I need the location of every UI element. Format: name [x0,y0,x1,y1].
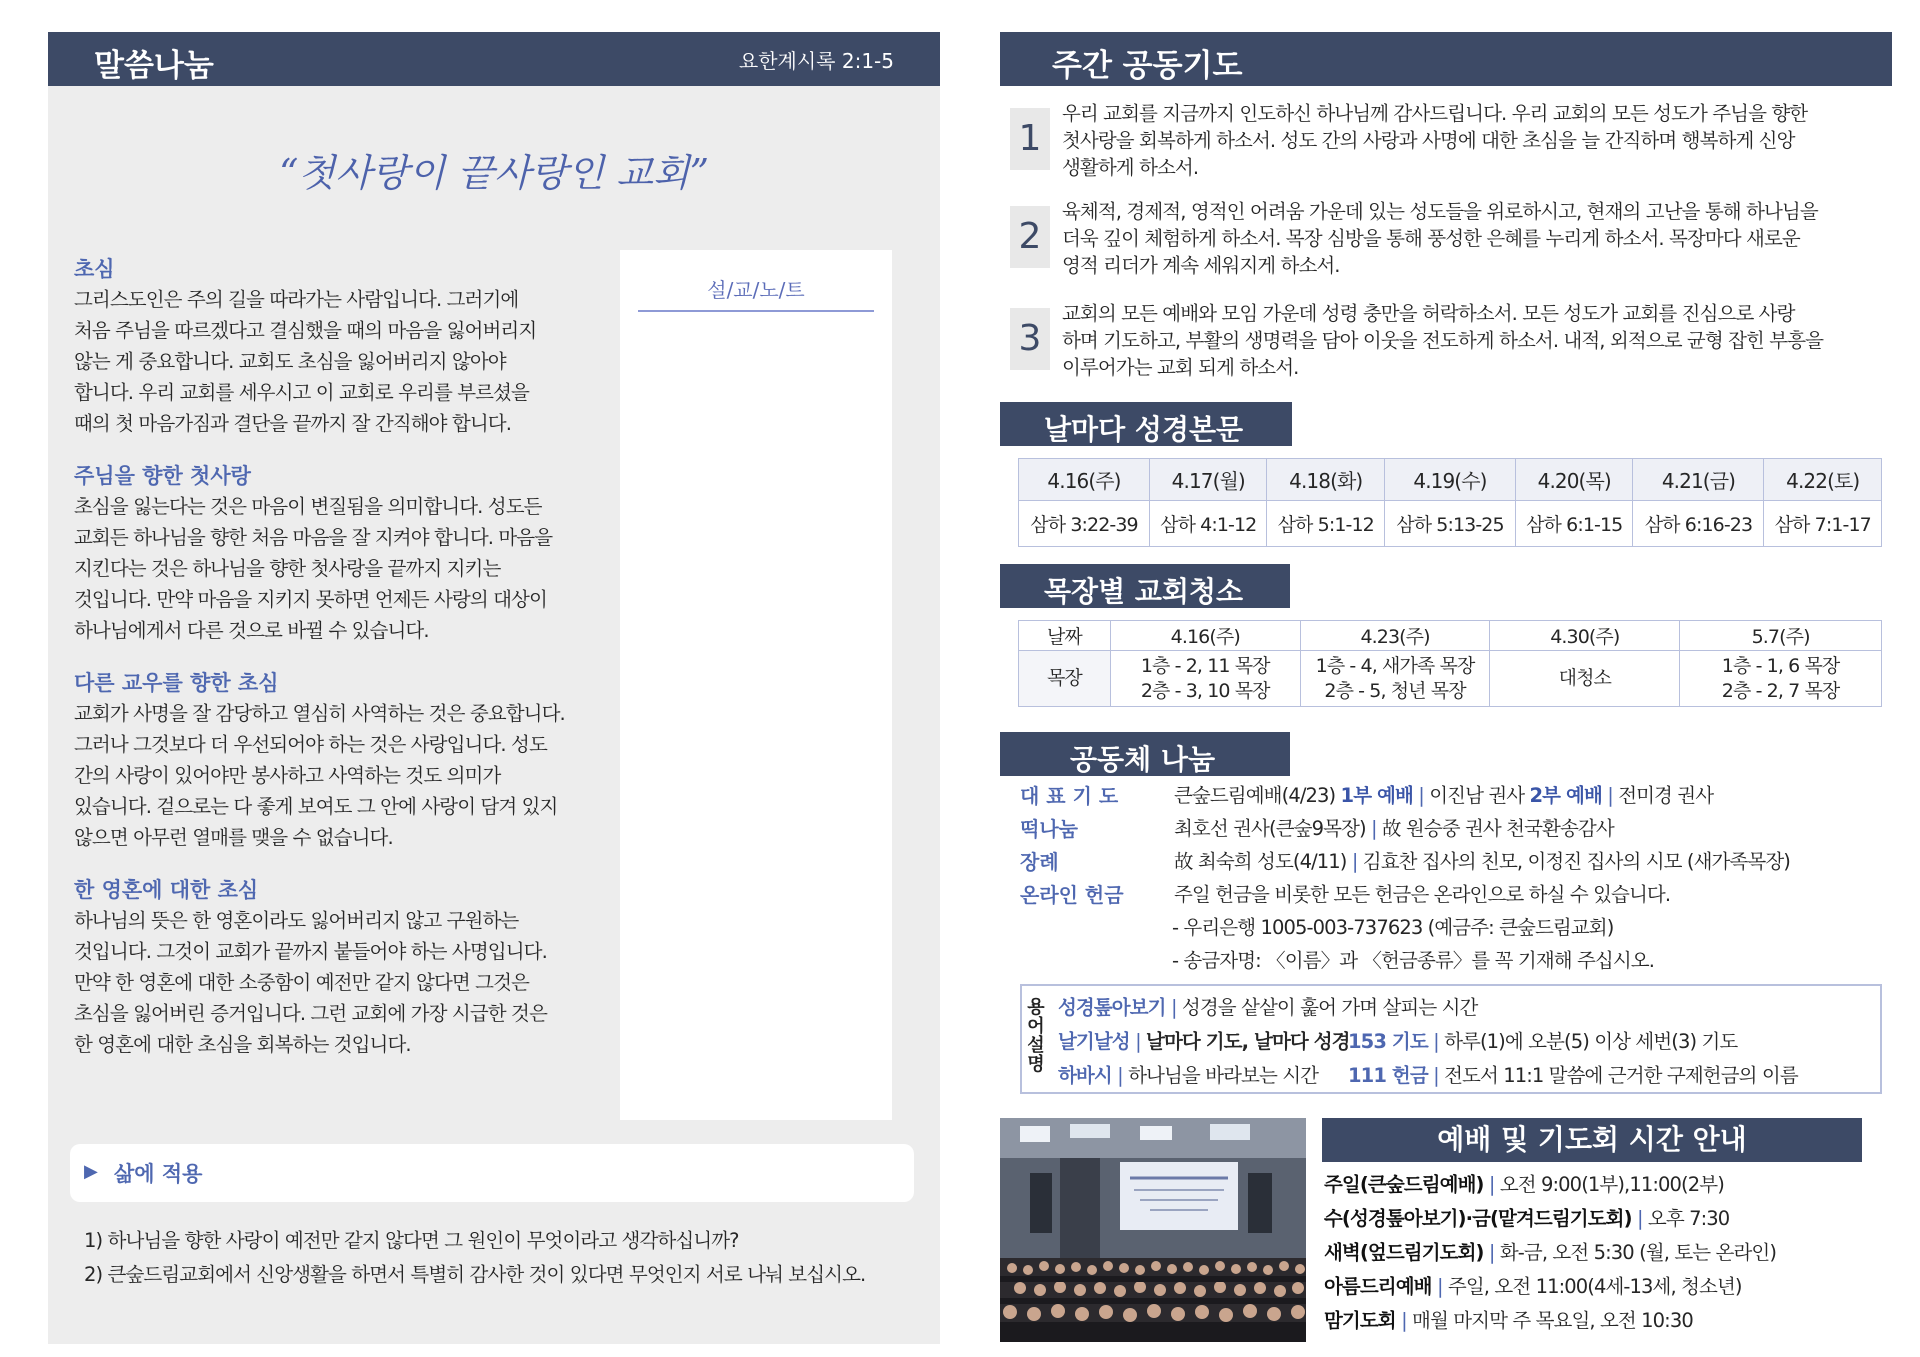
question-item: 1) 하나님을 향한 사랑이 예전만 같지 않다면 그 원인이 무엇이라고 생각하십니까? [84,1229,739,1252]
table-row [1019,621,1882,651]
cell-line: 2층 - 2, 7 목장 [1721,679,1840,702]
divider-bar: | [1135,1030,1141,1053]
section-line: 하나님의 뜻은 한 영혼이라도 잃어버리지 않고 구원하는 [74,909,519,932]
glossary-definition: 성경을 샅샅이 훑어 가며 살피는 시간 [1181,996,1478,1019]
row-text: 김효찬 집사의 친모, 이정진 집사의 시모 (새가족목장) [1362,850,1790,873]
prayer-number: 2 [1010,206,1050,268]
table-cell: 4.18(화) [1267,459,1384,501]
row-key: 온라인 헌금 [1020,883,1124,907]
table-cell: 4.30(주) [1490,621,1680,651]
second-service-label: 2부 예배 [1529,784,1602,807]
row-key: 장례 [1020,850,1059,874]
sermon-article [74,254,604,1082]
table-cell: 삼하 5:1-12 [1267,501,1384,547]
row-key: 떡나눔 [1020,817,1078,841]
table-cell: 4.23(주) [1300,621,1490,651]
service-times-title: 예배 및 기도회 시간 안내 [1322,1118,1862,1162]
divider-bar: | [1488,1173,1495,1196]
section-line: 것입니다. 그것이 교회가 끝까지 붙들어야 하는 사명입니다. [74,940,547,963]
service-time: 주일, 오전 11:00(4세-13세, 청소년) [1447,1275,1742,1298]
table-cell: 삼하 6:16-23 [1633,501,1764,547]
table-cell: 4.16(주) [1110,621,1300,651]
service-row [1324,1202,1892,1236]
table-row [1019,651,1882,707]
row-value: 주일 헌금을 비롯한 모든 헌금은 온라인으로 하실 수 있습니다. [1174,883,1671,906]
section-line: 때의 첫 마음가짐과 결단을 끝까지 잘 간직해야 합니다. [74,412,512,435]
glossary-term: 153 기도 [1348,1030,1428,1053]
glossary-term: 날기날성 [1058,1030,1130,1053]
prayer-line: 생활하게 하소서. [1062,156,1199,179]
section-line: 처음 주님을 따르겠다고 결심했을 때의 마음을 잃어버리지 [74,319,537,342]
row-text: 故 원승중 권사 천국환송감사 [1381,817,1614,840]
discussion-questions [84,1224,914,1292]
glossary-definition: 전도서 11:1 말씀에 근거한 구제헌금의 이름 [1444,1064,1798,1087]
service-name: 수(성경톺아보기)·금(맡겨드림기도회) [1324,1207,1632,1230]
online-offering-row [1020,879,1900,912]
section-first-love [74,461,604,646]
table-cell: 4.22(토) [1764,459,1882,501]
table-cell: 삼하 4:1-12 [1150,501,1267,547]
cleaning-header [1000,564,1290,608]
row-text: 최호선 권사(큰숲9목장) [1174,817,1366,840]
section-line: 교회든 하나님을 향한 처음 마음을 잘 지켜야 합니다. 마음을 [74,526,553,549]
section-line: 합니다. 우리 교회를 세우시고 이 교회로 우리를 부르셨을 [74,381,529,404]
divider-bar: | [1418,784,1424,807]
cleaning-table [1018,620,1882,707]
community-news [1020,780,1900,978]
section-first-mind [74,254,604,439]
glossary-term: 하바시 [1058,1064,1112,1087]
service-name: 맘기도회 [1324,1309,1396,1332]
note-divider [638,310,874,312]
prayer-line: 영적 리더가 계속 세워지게 하소서. [1062,254,1340,277]
divider-bar: | [1488,1241,1495,1264]
prayer-line: 첫사랑을 회복하게 하소서. 성도 간의 사랑과 사명에 대한 초심을 늘 간직하며 행복하게 신앙 [1062,129,1795,152]
table-cell: 4.19(수) [1384,459,1515,501]
table-cell: 5.7(주) [1680,621,1882,651]
service-row [1324,1168,1892,1202]
table-cell [1680,651,1882,707]
bank-account: - 우리은행 1005-003-737623 (예금주: 큰숲드림교회) [1172,916,1614,939]
weekly-prayer-title: 주간 공동기도 [1052,48,1243,84]
table-cell: 삼하 6:1-15 [1515,501,1632,547]
service-name: 주일(큰숲드림예배) [1324,1173,1484,1196]
prayer-line: 우리 교회를 지금까지 인도하신 하나님께 감사드립니다. 우리 교회의 모든 성도가 주님을 향한 [1062,102,1808,125]
glossary-label-text: 용어설명 [1027,997,1045,1075]
glossary-item [1058,992,1477,1020]
weekly-prayer-header [1000,32,1892,86]
life-application-label: 삶에 적용 [114,1162,203,1186]
section-line: 않는 게 중요합니다. 교회도 초심을 잃어버리지 않아야 [74,350,506,373]
glossary-term: 111 헌금 [1348,1064,1428,1087]
section-heading: 한 영혼에 대한 초심 [74,878,259,902]
table-cell: 4.20(목) [1515,459,1632,501]
service-row [1324,1304,1892,1338]
section-line: 것입니다. 만약 마음을 지키지 못하면 언제든 사랑의 대상이 [74,588,547,611]
prayer-line: 하며 기도하고, 부활의 생명력을 담아 이웃을 전도하게 하소서. 내적, 외적으로 균형 잡힌 부흥을 [1062,329,1824,352]
section-line: 초심을 잃어버린 증거입니다. 그런 교회에 가장 시급한 것은 [74,1002,547,1025]
row-key: 대 표 기 도 [1020,784,1119,808]
prayer-line: 교회의 모든 예배와 모임 가운데 성령 충만을 허락하소서. 모든 성도가 교회를 진심으로 사랑 [1062,302,1795,325]
service-time: 화-금, 오전 5:30 (월, 토는 온라인) [1499,1241,1777,1264]
prayer-number: 3 [1010,308,1050,370]
church-news-page [1000,0,1900,1357]
cleaning-title: 목장별 교회청소 [1044,575,1244,608]
section-line: 교회가 사명을 잘 감당하고 열심히 사역하는 것은 중요합니다. [74,702,565,725]
rice-cake-row [1020,813,1900,846]
daily-bible-table [1018,458,1882,547]
table-cell: 4.16(주) [1019,459,1150,501]
congregation-photo [1000,1118,1306,1342]
glossary-box [1020,984,1882,1094]
row-value [1174,846,1790,874]
service-name: 새벽(엎드림기도회) [1324,1241,1484,1264]
glossary-item [1058,1060,1318,1088]
prayer-line: 이루어가는 교회 되게 하소서. [1062,356,1299,379]
section-line: 초심을 잃는다는 것은 마음이 변질됨을 의미합니다. 성도든 [74,495,542,518]
service-date: 큰숲드림예배(4/23) [1174,784,1336,807]
congregation-photo-graphic [1000,1118,1306,1342]
table-cell: 4.17(월) [1150,459,1267,501]
divider-bar: | [1433,1064,1439,1087]
divider-bar: | [1351,850,1358,873]
sermon-header-bar [48,32,940,86]
prayer-text [1062,100,1892,181]
sermon-sharing-page [48,32,940,1344]
table-cell: 목장 [1019,651,1111,707]
table-cell [1300,651,1490,707]
table-cell: 삼하 7:1-17 [1764,501,1882,547]
section-heading: 다른 교우를 향한 초심 [74,671,279,695]
section-line: 한 영혼에 대한 초심을 회복하는 것입니다. [74,1033,411,1056]
person-name: 전미경 권사 [1618,784,1714,807]
table-cell: 날짜 [1019,621,1111,651]
section-one-soul [74,875,604,1060]
service-times [1322,1118,1892,1338]
section-line: 그리스도인은 주의 길을 따라가는 사람입니다. 그러기에 [74,288,519,311]
scripture-reference: 요한계시록 2:1-5 [738,49,894,73]
funeral-row [1020,846,1900,879]
community-header [1000,732,1290,776]
table-cell [1490,651,1680,707]
prayer-line: 더욱 깊이 체험하게 하소서. 목장 심방을 통해 풍성한 은혜를 누리게 하소서. 목장마다 새로운 [1062,227,1800,250]
bank-account-row [1020,912,1900,945]
cell-line: 2층 - 5, 청년 목장 [1324,679,1466,702]
triangle-right-icon: ▶ [84,1161,98,1182]
section-fellow-believers [74,668,604,853]
service-row [1324,1270,1892,1304]
community-title: 공동체 나눔 [1070,743,1215,776]
cell-line: 대청소 [1558,667,1611,689]
section-line: 있습니다. 겉으로는 다 좋게 보여도 그 안에 사랑이 담겨 있지 [74,795,558,818]
daily-bible-header [1000,402,1292,446]
cell-line: 1층 - 2, 11 목장 [1140,654,1270,677]
question-item: 2) 큰숲드림교회에서 신앙생활을 하면서 특별히 감사한 것이 있다면 무엇인지 서로 나눠 보십시오. [84,1263,866,1286]
table-cell [1110,651,1300,707]
service-time: 오후 7:30 [1647,1207,1730,1230]
first-service-label: 1부 예배 [1340,784,1413,807]
divider-bar: | [1170,996,1177,1019]
life-application-box [70,1144,914,1202]
glossary-definition: 날마다 기도, 날마다 성경 [1146,1030,1350,1053]
table-cell: 4.21(금) [1633,459,1764,501]
cell-line: 1층 - 1, 6 목장 [1721,654,1840,677]
glossary-side-label [1022,986,1050,1092]
section-line: 그러나 그것보다 더 우선되어야 하는 것은 사랑입니다. 성도 [74,733,547,756]
divider-bar: | [1436,1275,1443,1298]
section-line: 만약 한 영혼에 대한 소중함이 예전만 같지 않다면 그것은 [74,971,529,994]
table-cell: 삼하 3:22-39 [1019,501,1150,547]
glossary-definition: 하나님을 바라보는 시간 [1128,1064,1319,1087]
divider-bar: | [1117,1064,1123,1087]
prayer-text [1062,300,1892,381]
glossary-item [1058,1026,1350,1054]
glossary-item [1348,1060,1798,1088]
sender-instruction: - 송금자명: 〈이름〉과 〈헌금종류〉를 꼭 기재해 주십시오. [1172,949,1655,972]
sermon-header-title: 말씀나눔 [94,48,214,84]
divider-bar: | [1607,784,1613,807]
section-line: 않으면 아무런 열매를 맺을 수 없습니다. [74,826,393,849]
daily-bible-title: 날마다 성경본문 [1044,413,1244,446]
sender-name-row [1020,945,1900,978]
prayer-line: 육체적, 경제적, 영적인 어려움 가운데 있는 성도들을 위로하시고, 현재의 고난을 통해 하나님을 [1062,200,1818,223]
row-text: 故 최숙희 성도(4/11) [1174,850,1347,873]
row-value [1174,780,1713,808]
glossary-term: 성경톺아보기 [1058,996,1166,1019]
row-value [1174,813,1614,841]
section-line: 지킨다는 것은 하나님을 향한 첫사랑을 끝까지 지키는 [74,557,501,580]
person-name: 이진남 권사 [1429,784,1525,807]
sermon-note-box [620,250,892,1120]
sermon-title: “첫사랑이 끝사랑인 교회” [278,151,710,195]
table-row [1019,501,1882,547]
section-heading: 주님을 향한 첫사랑 [74,464,251,488]
service-name: 아름드리예배 [1324,1275,1432,1298]
service-time: 오전 9:00(1부),11:00(2부) [1499,1173,1724,1196]
representative-prayer-row [1020,780,1900,813]
divider-bar: | [1636,1207,1643,1230]
section-line: 간의 사랑이 있어야만 봉사하고 사역하는 것도 의미가 [74,764,501,787]
table-row [1019,459,1882,501]
divider-bar: | [1401,1309,1407,1332]
service-row [1324,1236,1892,1270]
section-heading: 초심 [74,257,115,281]
glossary-definition: 하루(1)에 오분(5) 이상 세번(3) 기도 [1444,1030,1738,1053]
cell-line: 2층 - 3, 10 목장 [1140,679,1270,702]
service-time: 매월 마지막 주 목요일, 오전 10:30 [1412,1309,1693,1332]
section-line: 하나님에게서 다른 것으로 바뀔 수 있습니다. [74,619,429,642]
prayer-text [1062,198,1892,279]
sermon-note-title: 설/교/노/트 [707,278,805,302]
divider-bar: | [1433,1030,1439,1053]
divider-bar: | [1370,817,1377,840]
prayer-number: 1 [1010,108,1050,170]
glossary-item [1348,1026,1737,1054]
table-cell: 삼하 5:13-25 [1384,501,1515,547]
cell-line: 1층 - 4, 새가족 목장 [1315,654,1475,677]
